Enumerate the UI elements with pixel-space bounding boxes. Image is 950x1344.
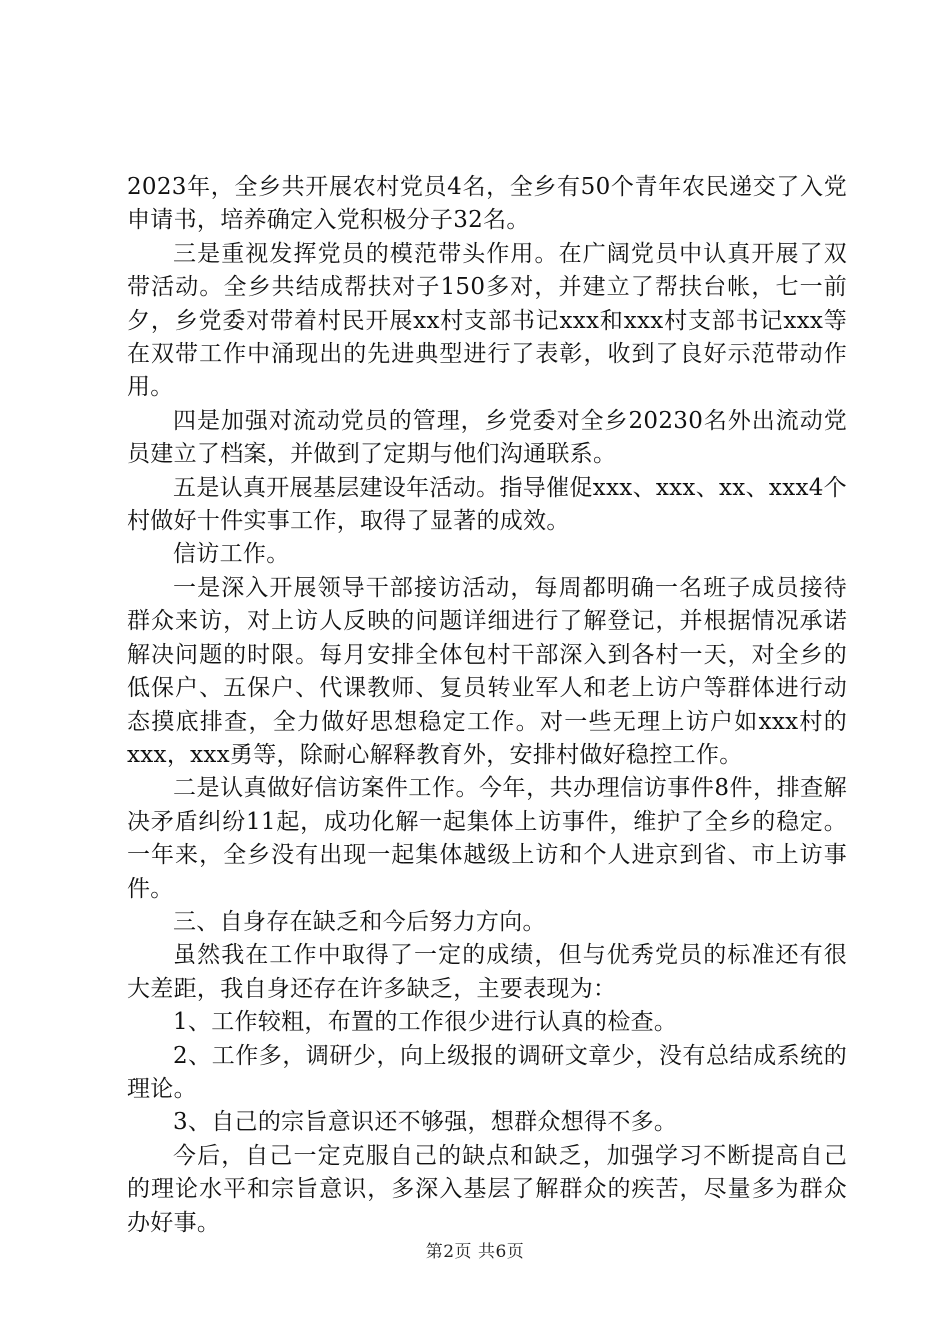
list-item-3: 3、自己的宗旨意识还不够强，想群众想得不多。 <box>173 1109 678 1136</box>
paragraph-leader-reception: 一是深入开展领导干部接访活动，每周都明确一名班子成员接待群众来访，对上访人反映的问题详细进行了解登记，并根据情况承诺解决问题的时限。每月安排全体包村干部深入到各村一天，对全乡的低保户、五保户、代课教师、复员转业军人和老上访户等群体进行动态摸底排查，全力做好思想稳定工作。对一些无理上访户如xxx村的xxx，xxx勇等，除耐心解释教育外，安排村做好稳控工作。 <box>127 574 847 768</box>
paragraph-grassroots-year: 五是认真开展基层建设年活动。指导催促xxx、xxx、xx、xxx4个村做好十件实事工作，取得了显著的成效。 <box>127 474 847 535</box>
paragraph-mobile-members: 四是加强对流动党员的管理，乡党委对全乡20230名外出流动党员建立了档案，并做到了定期与他们沟通联系。 <box>127 407 847 468</box>
document-body <box>127 171 847 1240</box>
section-heading-shortcomings: 三、自身存在缺乏和今后努力方向。 <box>173 908 546 935</box>
page-number-footer: 第2页 共6页 <box>425 1242 525 1262</box>
section-heading-petition: 信访工作。 <box>173 541 290 568</box>
paragraph-party-recruitment: 2023年，全乡共开展农村党员4名，全乡有50个青年农民递交了入党申请书，培养确定入党积极分子32名。 <box>127 174 847 234</box>
paragraph-petition-cases: 二是认真做好信访案件工作。今年，共办理信访事件8件，排查解决矛盾纠纷11起，成功化解一起集体上访事件，维护了全乡的稳定。一年来，全乡没有出现一起集体越级上访和个人进京到省、市上访事件。 <box>127 775 847 902</box>
paragraph-future-plan: 今后，自己一定克服自己的缺点和缺乏，加强学习不断提高自己的理论水平和宗旨意识，多深入基层了解群众的疾苦，尽量多为群众办好事。 <box>127 1142 847 1236</box>
paragraph-shortcomings-intro: 虽然我在工作中取得了一定的成绩，但与优秀党员的标准还有很大差距，我自身还存在许多缺乏，主要表现为： <box>127 942 847 1002</box>
list-item-2: 2、工作多，调研少，向上级报的调研文章少，没有总结成系统的理论。 <box>127 1042 847 1102</box>
list-item-1: 1、工作较粗，布置的工作很少进行认真的检查。 <box>173 1009 678 1036</box>
paragraph-model-role: 三是重视发挥党员的模范带头作用。在广阔党员中认真开展了双带活动。全乡共结成帮扶对子150多对，并建立了帮扶台帐，七一前夕，乡党委对带着村民开展xx村支部书记xxx和xxx村支部书记xxx等在双带工作中涌现出的先进典型进行了表彰，收到了良好示范带动作用。 <box>127 240 847 401</box>
